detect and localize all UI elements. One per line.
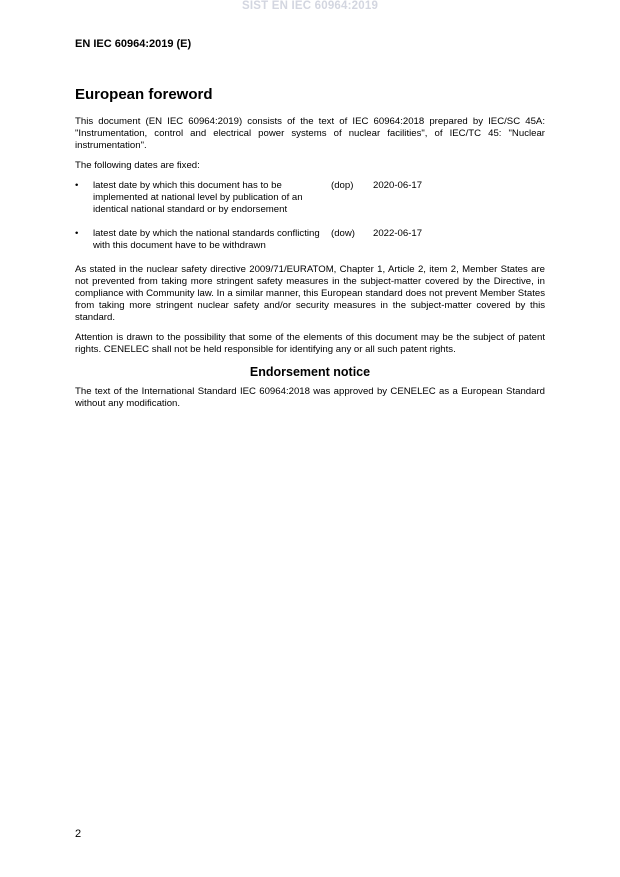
document-id: EN IEC 60964:2019 (E) — [75, 38, 192, 50]
date-abbreviation: (dop) — [331, 180, 354, 191]
date-item-dow — [75, 228, 545, 252]
bullet: • — [75, 228, 79, 239]
foreword-title: European foreword — [75, 86, 213, 103]
dates-intro: The following dates are fixed: — [75, 160, 200, 171]
endorsement-title: Endorsement notice — [249, 365, 371, 379]
page-content — [75, 86, 545, 418]
watermark: SIST EN IEC 60964:2019 — [241, 0, 379, 12]
page-number: 2 — [75, 828, 82, 840]
dates-list — [75, 180, 545, 252]
date-value: 2020-06-17 — [373, 180, 423, 191]
endorsement-text: The text of the International Standard IEC 60964:2018 was approved by CENELEC as a European Standard without any modification. — [75, 386, 545, 409]
date-description: latest date by which the national standards conflicting with this document have to be withdrawn — [93, 228, 320, 251]
date-item-dop — [75, 180, 545, 216]
date-value: 2022-06-17 — [373, 228, 423, 239]
foreword-intro: This document (EN IEC 60964:2019) consists of the text of IEC 60964:2018 prepared by IEC/SC 45A: "Instrumentation, control and electrical power systems of nuclear facilities", of IEC/TC 45: "Nuclear instrumentation". — [75, 116, 545, 151]
date-abbreviation: (dow) — [331, 228, 355, 239]
directive-paragraph: As stated in the nuclear safety directive 2009/71/EURATOM, Chapter 1, Article 2, item 2, Member States are not prevented from taking more stringent safety measures in the subject-matter covered by the Directive, in compliance with Community law. In a similar manner, this European standard does not prevent Member States from taking more stringent nuclear safety and/or security measures in the subject-matter covered by this standard. — [75, 264, 545, 323]
bullet: • — [75, 180, 79, 191]
date-description: latest date by which this document has to be implemented at national level by publication of an identical national standard or by endorsement — [93, 180, 303, 215]
patent-paragraph: Attention is drawn to the possibility that some of the elements of this document may be the subject of patent rights. CENELEC shall not be held responsible for identifying any or all such patent rights. — [75, 332, 545, 355]
